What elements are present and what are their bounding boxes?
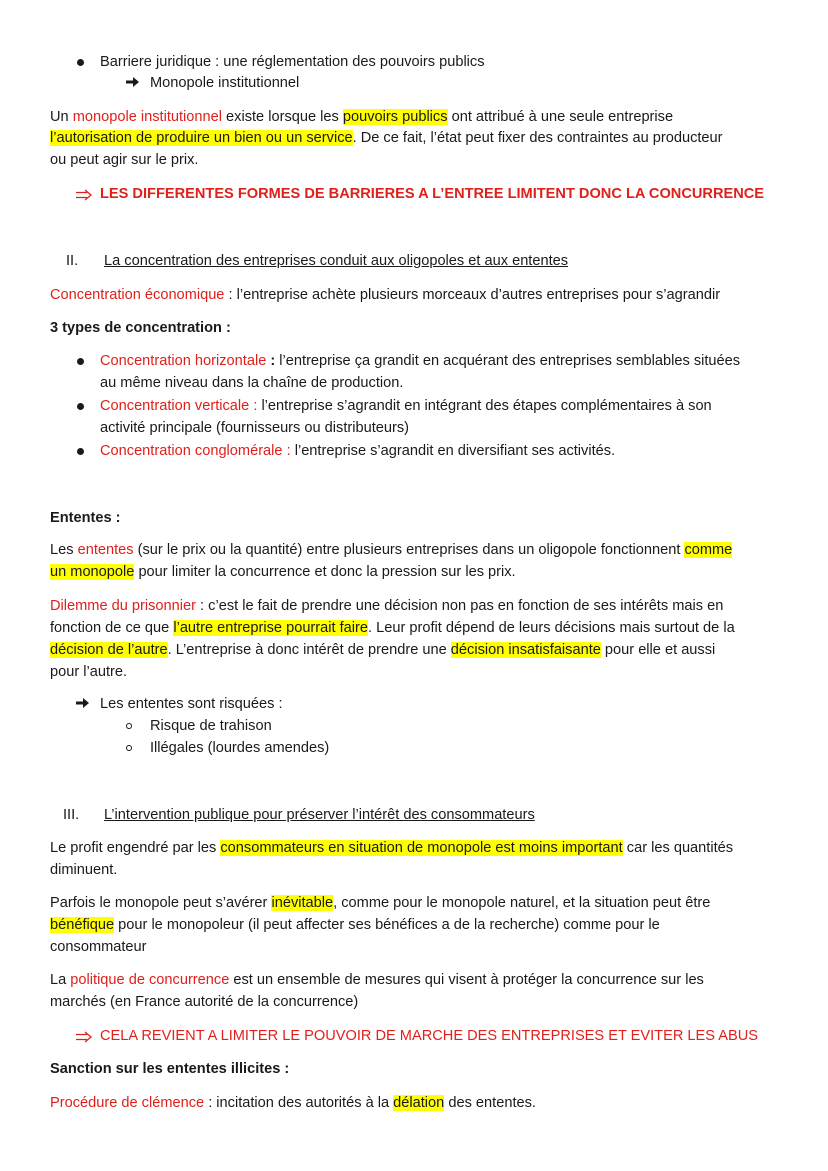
paragraph-dilemme-line-2: fonction de ce que l’autre entreprise pourrait faire. Leur profit dépend de leurs décisions mais surtout de la (50, 620, 735, 636)
conclusion-pouvoir-marche: CELA REVIENT A LIMITER LE POUVOIR DE MARCHE DES ENTREPRISES ET EVITER LES ABUS (100, 1028, 758, 1044)
risques-heading: Les ententes sont risquées : (100, 696, 283, 712)
heading-ententes: Ententes : (50, 510, 121, 526)
term-procedure-clemence: Procédure de clémence (50, 1095, 205, 1111)
paragraph-profit-line-1: Le profit engendré par les consommateurs en situation de monopole est moins important car les quantités (50, 840, 734, 856)
highlight-consommateurs-monopole: consommateurs en situation de monopole est moins important (220, 840, 623, 856)
type-conglomerale: Concentration conglomérale : l’entreprise s’agrandit en diversifiant ses activités. (100, 443, 616, 459)
term-concentration-economique: Concentration économique (50, 287, 225, 303)
section-title-concentration: La concentration des entreprises conduit aux oligopoles et aux ententes (104, 253, 569, 269)
heading-sanction: Sanction sur les ententes illicites : (50, 1061, 290, 1077)
heading-types-concentration: 3 types de concentration : (50, 320, 231, 336)
paragraph-parfois-line-1: Parfois le monopole peut s’avérer inévitable, comme pour le monopole naturel, et la situation peut être (50, 895, 711, 911)
risque-item: Illégales (lourdes amendes) (150, 740, 330, 756)
paragraph-dilemme-line-3: décision de l’autre. L’entreprise à donc intérêt de prendre une décision insatisfaisante pour elle et aussi (50, 642, 716, 658)
paragraph-politique-line-2: marchés (en France autorité de la concurrence) (50, 994, 359, 1010)
paragraph-dilemme-line-1: Dilemme du prisonnier : c’est le fait de prendre une décision non pas en fonction de ses intérêts mais en (50, 598, 724, 614)
arrow-right-icon (126, 76, 140, 88)
paragraph-ententes-line-1: Les ententes (sur le prix ou la quantité) entre plusieurs entreprises dans un oligopole fonctionnent comme (50, 542, 733, 558)
highlight-benefique: bénéfique (50, 917, 115, 933)
circle-bullet-icon (126, 745, 132, 751)
paragraph-politique-line-1: La politique de concurrence est un ensemble de mesures qui visent à protéger la concurrence sur les (50, 972, 704, 988)
term-concentration-horizontale: Concentration horizontale (100, 353, 267, 369)
type-horizontale-line-1: Concentration horizontale : l’entreprise ça grandit en acquérant des entreprises semblables situées (100, 353, 741, 369)
bullet-icon (77, 358, 84, 365)
highlight-autre-entreprise: l’autre entreprise pourrait faire (173, 620, 369, 636)
paragraph-profit-line-2: diminuent. (50, 862, 118, 878)
risque-item: Risque de trahison (150, 718, 272, 734)
definition-concentration-economique: Concentration économique : l’entreprise achète plusieurs morceaux d’autres entreprises pour s’agrandir (50, 287, 721, 303)
type-horizontale-line-2: au même niveau dans la chaîne de production. (100, 375, 404, 391)
type-verticale-line-2: activité principale (fournisseurs ou distributeurs) (100, 420, 410, 436)
paragraph-dilemme-line-4: pour l’autre. (50, 664, 128, 680)
highlight-comme: comme (684, 542, 733, 558)
arrow-right-icon (76, 697, 90, 709)
term-concentration-verticale: Concentration verticale : (100, 398, 262, 414)
bullet-icon (77, 448, 84, 455)
highlight-decision-insatisfaisante: décision insatisfaisante (450, 642, 601, 658)
term-dilemme-prisonnier: Dilemme du prisonnier (50, 598, 196, 614)
bullet-icon (77, 59, 84, 66)
section-title-intervention: L’intervention publique pour préserver l’intérêt des consommateurs (104, 807, 535, 823)
highlight-un-monopole: un monopole (50, 564, 135, 580)
circle-bullet-icon (126, 723, 132, 729)
highlight-delation: délation (393, 1095, 445, 1111)
paragraph-parfois-line-2: bénéfique pour le monopoleur (il peut affecter ses bénéfices a de la recherche) comme pour le (50, 917, 660, 933)
term-politique-concurrence: politique de concurrence (70, 972, 230, 988)
highlight-autorisation: l’autorisation de produire un bien ou un service (50, 130, 353, 146)
highlight-pouvoirs-publics: pouvoirs publics (342, 109, 448, 125)
paragraph-parfois-line-3: consommateur (50, 939, 147, 955)
highlight-inevitable: inévitable (271, 895, 334, 911)
type-verticale-line-1: Concentration verticale : l’entreprise s’agrandit en intégrant des étapes complémentaires à son (100, 398, 712, 414)
section-number-ii: II. (66, 253, 79, 269)
paragraph-clemence: Procédure de clémence : incitation des autorités à la délation des ententes. (50, 1095, 536, 1111)
term-ententes: ententes (77, 542, 134, 558)
paragraph-monopole-line-3: ou peut agir sur le prix. (50, 152, 199, 168)
sub-item-monopole-institutionnel: Monopole institutionnel (150, 75, 300, 91)
section-number-iii: III. (63, 807, 80, 823)
term-monopole-institutionnel: monopole institutionnel (72, 109, 222, 125)
implies-arrow-icon (75, 1031, 93, 1043)
bullet-icon (77, 403, 84, 410)
highlight-decision-autre: décision de l’autre (50, 642, 168, 658)
implies-arrow-icon (75, 189, 93, 201)
term-concentration-conglomerale: Concentration conglomérale : (100, 443, 295, 459)
bullet-barriere-juridique: Barriere juridique : une réglementation des pouvoirs publics (100, 54, 485, 70)
paragraph-monopole-line-1: Un monopole institutionnel existe lorsque les pouvoirs publics ont attribué à une seule entreprise (50, 109, 674, 125)
conclusion-barrieres: LES DIFFERENTES FORMES DE BARRIERES A L’ENTREE LIMITENT DONC LA CONCURRENCE (100, 186, 765, 202)
paragraph-monopole-line-2: l’autorisation de produire un bien ou un service. De ce fait, l’état peut fixer des contraintes au producteur (50, 130, 723, 146)
paragraph-ententes-line-2: un monopole pour limiter la concurrence et donc la pression sur les prix. (50, 564, 516, 580)
